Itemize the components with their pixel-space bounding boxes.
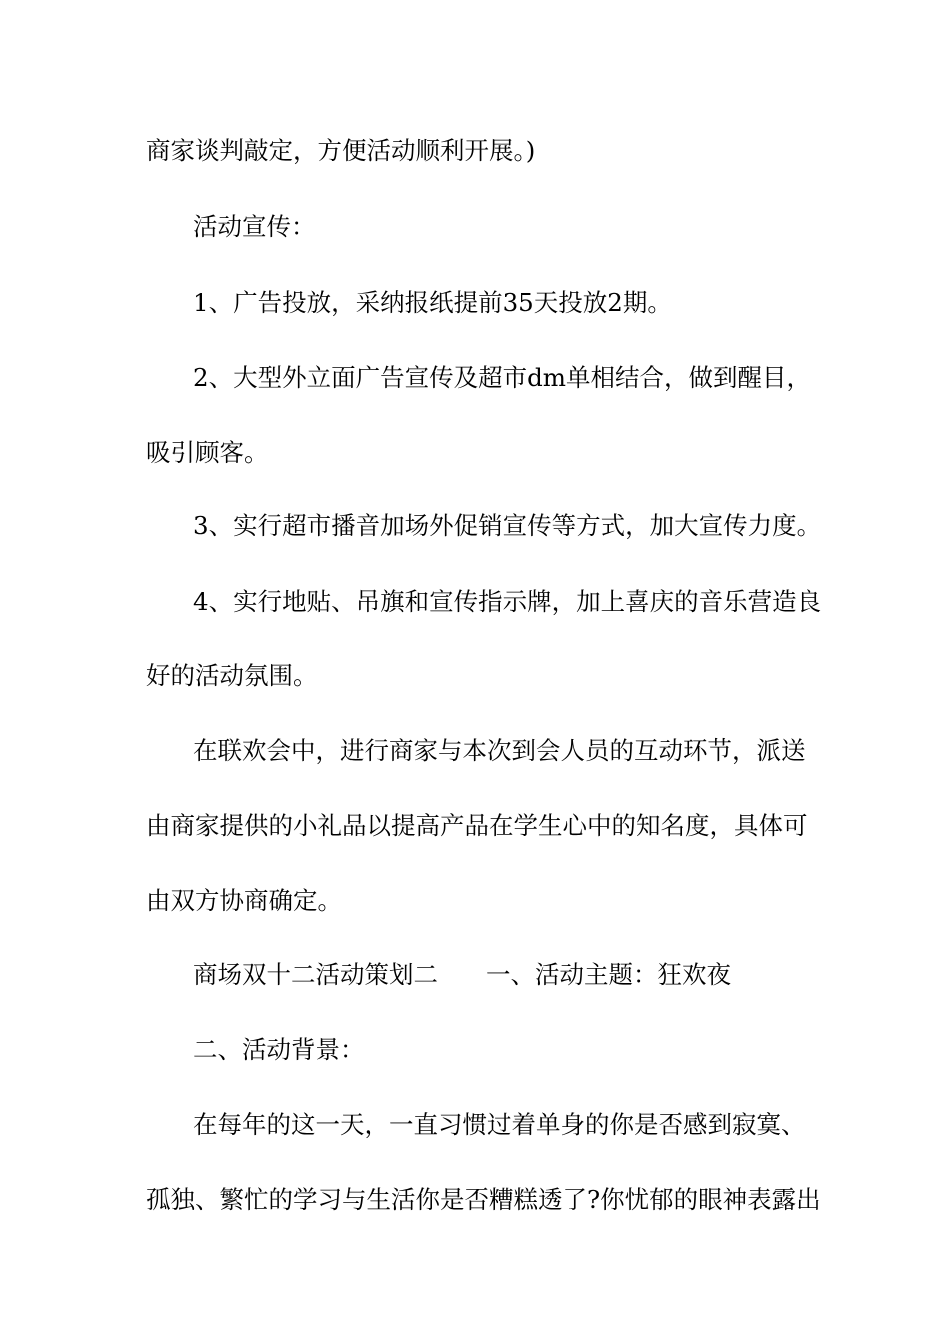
paragraph-line: 在每年的这一天，一直习惯过着单身的你是否感到寂寞、 (193, 1110, 806, 1139)
section-title-line (193, 960, 731, 990)
section-heading: 活动宣传： (193, 212, 316, 241)
list-item: 1、广告投放，采纳报纸提前35天投放2期。 (193, 288, 672, 317)
paragraph-line: 孤独、繁忙的学习与生活你是否糟糕透了?你忧郁的眼神表露出 (146, 1185, 821, 1214)
list-item: 3、实行超市播音加场外促销宣传等方式，加大宣传力度。 (193, 511, 822, 540)
list-item-continuation: 吸引顾客。 (146, 438, 269, 467)
paragraph-line: 由双方协商确定。 (146, 886, 342, 915)
section-heading: 二、活动背景： (193, 1035, 365, 1064)
section-title: 商场双十二活动策划二 (193, 960, 438, 989)
paragraph-line: 商家谈判敲定，方便活动顺利开展。) (146, 136, 536, 165)
list-item: 4、实行地贴、吊旗和宣传指示牌，加上喜庆的音乐营造良 (193, 587, 822, 616)
activity-theme: 一、活动主题：狂欢夜 (486, 960, 731, 989)
paragraph-line: 在联欢会中，进行商家与本次到会人员的互动环节，派送 (193, 736, 806, 765)
list-item-continuation: 好的活动氛围。 (146, 661, 318, 690)
list-item: 2、大型外立面广告宣传及超市dm单相结合，做到醒目， (193, 363, 812, 392)
paragraph-line: 由商家提供的小礼品以提高产品在学生心中的知名度，具体可 (146, 811, 808, 840)
